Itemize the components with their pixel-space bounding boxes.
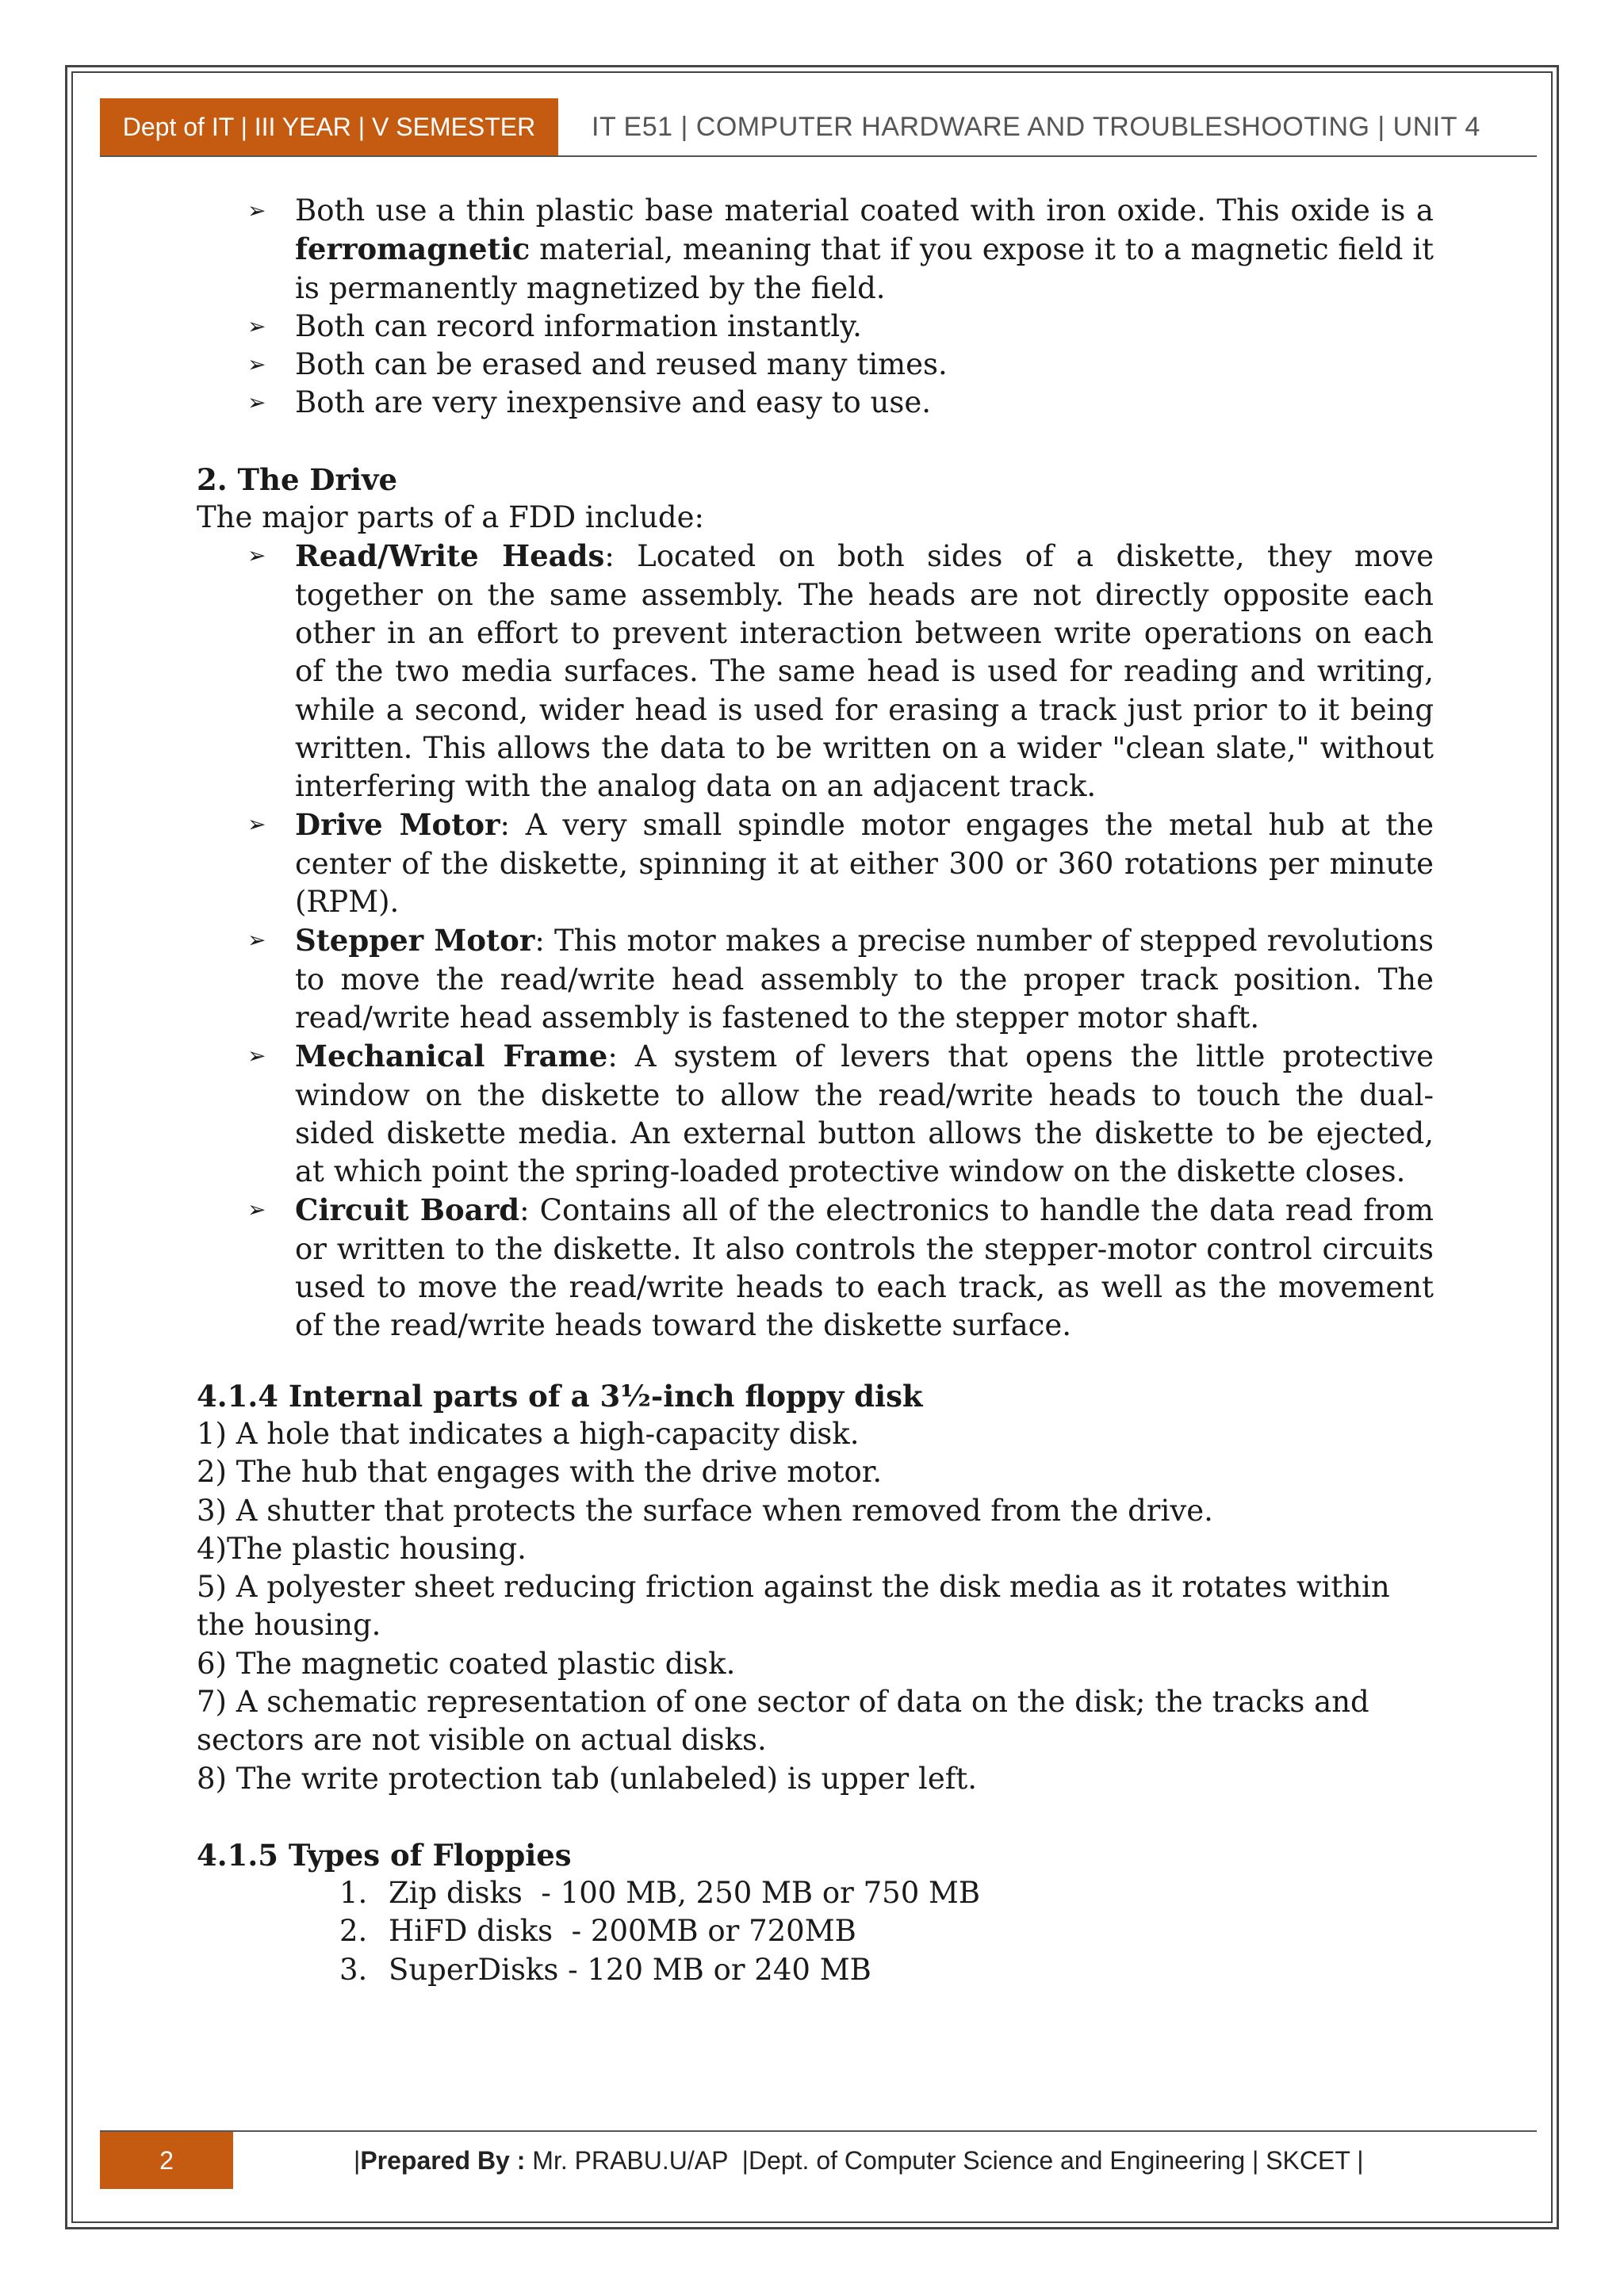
header-dept-text: Dept of IT | III YEAR | V SEMESTER: [122, 112, 536, 141]
floppy-type-text: SuperDisks - 120 MB or 240 MB: [389, 1952, 871, 1987]
internal-part-line: 4)The plastic housing.: [197, 1531, 527, 1566]
part-desc: : Contains all of the electronics to handle the data read from or written to the diskette. It also controls the stepper-motor control circuits used to move the read/write heads to each track, as well as the movement of the read/write heads toward the diskette surface.: [295, 1193, 1434, 1343]
header-rule: [100, 155, 1537, 157]
arrow-bullet-icon: ➢: [247, 811, 266, 838]
part-term: Circuit Board: [295, 1192, 520, 1228]
bullet-term: ferromagnetic: [295, 232, 530, 267]
intro-bullet: [197, 308, 1434, 346]
bullet-text: Both can record information instantly.: [295, 308, 862, 343]
section-heading-drive: 2. The Drive: [197, 461, 398, 497]
section-heading-internal-parts: 4.1.4 Internal parts of a 3½-inch floppy disk: [197, 1378, 923, 1414]
bullet-text: Both can be erased and reused many times.: [295, 347, 948, 382]
list-number: 1.: [339, 1876, 368, 1911]
page-number: 2: [159, 2145, 174, 2175]
internal-part-line: 2) The hub that engages with the drive motor.: [197, 1455, 883, 1490]
arrow-bullet-icon: ➢: [247, 1196, 266, 1223]
part-term: Drive Motor: [295, 807, 500, 843]
floppy-type-item: [197, 1912, 1434, 1950]
intro-bullet: [197, 346, 1434, 384]
drive-part-item: [197, 537, 1434, 806]
part-desc: : Located on both sides of a diskette, they move together on the same assembly. The heads are not directly opposite each other in an effort to prevent interaction between write operations on each of the two media surfaces. The same head is used for reading and writing, while a second, wider head is used for erasing a track just prior to it being written. This allows the data to be written on a wider "clean slate," without interfering with the analog data on an adjacent track.: [295, 539, 1434, 804]
drive-part-item: [197, 921, 1434, 1037]
drive-part-item: [197, 1037, 1434, 1191]
list-number: 3.: [339, 1952, 368, 1987]
part-desc: : A system of levers that opens the little protective window on the diskette to allow the read/write heads to touch the dual-sided diskette media. An external button allows the diskette to be ejected, at which point the spring-loaded protective window on the diskette closes.: [295, 1039, 1434, 1189]
arrow-bullet-icon: ➢: [247, 351, 266, 378]
footer-prepared-label: Prepared By :: [360, 2145, 526, 2175]
bullet-text: Both use a thin plastic base material coated with iron oxide. This oxide is a: [295, 193, 1434, 228]
floppy-type-text: Zip disks - 100 MB, 250 MB or 750 MB: [389, 1876, 981, 1911]
internal-part-line: 8) The write protection tab (unlabeled) is upper left.: [197, 1761, 978, 1796]
arrow-bullet-icon: ➢: [247, 197, 266, 224]
arrow-bullet-icon: ➢: [247, 312, 266, 339]
internal-part-line: 5) A polyester sheet reducing friction against the disk media as it rotates within the housing.: [197, 1570, 1390, 1643]
footer-author-dept: Mr. PRABU.U/AP |Dept. of Computer Science and Engineering | SKCET |: [525, 2145, 1364, 2175]
page-content: [197, 192, 1434, 1989]
internal-part-line: 1) A hole that indicates a high-capacity disk.: [197, 1416, 860, 1451]
drive-part-item: [197, 806, 1434, 921]
arrow-bullet-icon: ➢: [247, 389, 266, 416]
bullet-text: Both are very inexpensive and easy to use.: [295, 385, 932, 420]
intro-bullet: [197, 384, 1434, 422]
floppy-type-text: HiFD disks - 200MB or 720MB: [389, 1914, 856, 1949]
floppy-type-item: [197, 1951, 1434, 1989]
internal-part-line: 3) A shutter that protects the surface when removed from the drive.: [197, 1493, 1213, 1528]
footer-prefix: |: [354, 2145, 361, 2175]
bullet-text: material, meaning that if you expose it to a magnetic field it is permanently magnetized by the field.: [295, 232, 1434, 305]
internal-part-line: 7) A schematic representation of one sector of data on the disk; the tracks and sectors are not visible on actual disks.: [197, 1684, 1369, 1758]
arrow-bullet-icon: ➢: [247, 927, 266, 954]
part-term: Stepper Motor: [295, 923, 535, 959]
part-term: Mechanical Frame: [295, 1039, 608, 1074]
arrow-bullet-icon: ➢: [247, 542, 266, 569]
drive-lead-text: The major parts of a FDD include:: [197, 500, 704, 535]
arrow-bullet-icon: ➢: [247, 1043, 266, 1070]
drive-part-item: [197, 1191, 1434, 1345]
section-heading-floppy-types: 4.1.5 Types of Floppies: [197, 1837, 572, 1873]
internal-part-line: 6) The magnetic coated plastic disk.: [197, 1646, 736, 1681]
intro-bullet: [197, 192, 1434, 308]
part-desc: : This motor makes a precise number of stepped revolutions to move the read/write head assembly to the proper track position. The read/write head assembly is fastened to the stepper motor shaft.: [295, 924, 1434, 1035]
list-number: 2.: [339, 1914, 368, 1949]
page-number-box: [100, 2132, 233, 2189]
floppy-type-item: [197, 1874, 1434, 1912]
header-course-title: IT E51 | COMPUTER HARDWARE AND TROUBLESHOOTING | UNIT 4: [592, 111, 1480, 142]
part-desc: : A very small spindle motor engages the metal hub at the center of the diskette, spinning it at either 300 or 360 rotations per minute (RPM).: [295, 808, 1434, 920]
part-term: Read/Write Heads: [295, 538, 605, 574]
header-dept-box: [100, 98, 558, 155]
footer-credit: [354, 2132, 1364, 2189]
